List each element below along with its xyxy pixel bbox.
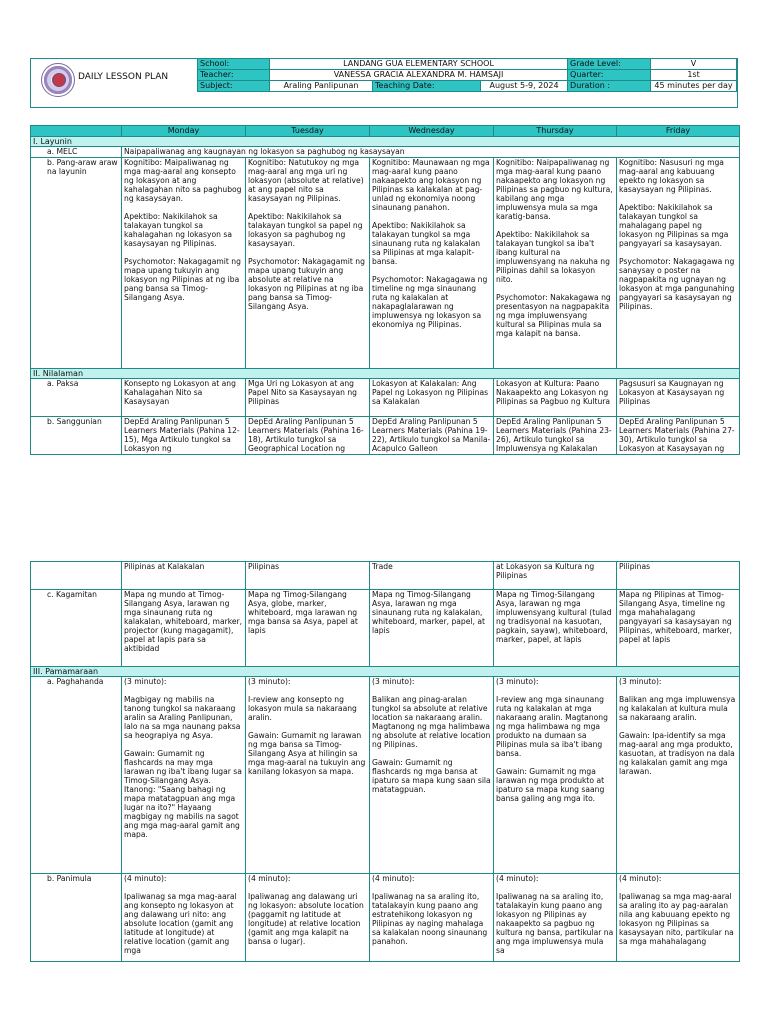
paksa-monday: Konsepto ng Lokasyon at ang Kahalagahan Nito sa Kasaysayan <box>122 379 246 417</box>
quarter-value: 1st <box>651 70 737 81</box>
sanggunian-cont-thursday: at Lokasyon sa Kultura ng Pilipinas <box>494 562 617 590</box>
panimula-tuesday: (4 minuto): Ipaliwanag ang dalawang uri ng lokasyon: absolute location (paggamit ng latitude at longitude) at relative location (gamit ang mga kalapit na bansa o lugar). <box>246 874 370 962</box>
layunin-monday: Kognitibo: Maipaliwanag ng mga mag-aaral ang konsepto ng lokasyon at ang kahalagahan nito sa paghubog ng kasaysayan. Apektibo: Nakikilahok sa talakayan tungkol sa kahalagahan ng lokasyon sa kasaysayan ng Pilipinas. Psychomotor: Nakagagamit ng mapa upang tukuyin ang lokasyon ng Pilipinas at ng iba pang bansa sa Timog-Silangang Asya. <box>122 158 246 369</box>
paghahanda-wednesday: (3 minuto): Balikan ang pinag-aralan tungkol sa absolute at relative location sa nakaraang aralin. Magtanong ng mga halimbawa ng absolute at relative location ng Pilipinas. Gawain: Gumamit ng flashcards ng mga bansa at ipaturo sa mapa kung saan sila matatagpuan. <box>370 677 494 874</box>
paghahanda-label: a. Paghahanda <box>31 677 122 874</box>
paksa-friday: Pagsusuri sa Kaugnayan ng Lokasyon at Kasaysayan ng Pilipinas <box>617 379 740 417</box>
school-value: LANDANG GUA ELEMENTARY SCHOOL <box>270 59 568 70</box>
kagamitan-monday: Mapa ng mundo at Timog-Silangang Asya, larawan ng mga sinaunang ruta ng kalakalan, whiteboard, marker, projector (kung magagamit), papel at lapis para sa aktibidad <box>122 590 246 667</box>
duration-label: Duration : <box>568 81 651 92</box>
kagamitan-label: c. Kagamitan <box>31 590 122 667</box>
school-label: School: <box>198 59 270 70</box>
paksa-tuesday: Mga Uri ng Lokasyon at ang Papel Nito sa Kasaysayan ng Pilipinas <box>246 379 370 417</box>
layunin-label: b. Pang-araw araw na layunin <box>31 158 122 369</box>
lesson-table-page-2 <box>30 561 740 962</box>
sanggunian-cont-tuesday: Pilipinas <box>246 562 370 590</box>
layunin-tuesday: Kognitibo: Natutukoy ng mga mag-aaral ang mga uri ng lokasyon (absolute at relative) at ang papel nito sa kasaysayan ng Pilipinas. Apektibo: Nakikilahok sa talakayan tungkol sa papel ng lokasyon sa paghubog ng kasaysayan. Psychomotor: Nakagagamit ng mapa upang tukuyin ang absolute at relative na lokasyon ng Pilipinas at ng iba pang bansa sa Timog-Silangang Asya. <box>246 158 370 369</box>
panimula-label: b. Panimula <box>31 874 122 962</box>
section-pamamaraan: III. Pamamaraan <box>31 667 740 677</box>
section-layunin: I. Layunin <box>31 137 740 147</box>
teaching-date-label: Teaching Date: <box>373 81 481 92</box>
day-header-tuesday: Tuesday <box>246 126 370 137</box>
day-header-thursday: Thursday <box>494 126 617 137</box>
sanggunian-continued-label <box>31 562 122 590</box>
layunin-friday: Kognitibo: Nasusuri ng mga mag-aaral ang kabuuang epekto ng lokasyon sa kasaysayan ng Pilipinas. Apektibo: Nakikilahok sa talakayan tungkol sa mahalagang papel ng lokasyon ng Pilipinas sa mga pangyayari sa kasaysayan. Psychomotor: Nakagagawa ng sanaysay o poster na nagpapakita ng ugnayan ng lokasyon at mga pangunahing pangyayari sa kasaysayan ng Pilipinas. <box>617 158 740 369</box>
kagamitan-wednesday: Mapa ng Timog-Silangang Asya, larawan ng mga sinaunang ruta ng kalakalan, whiteboard, marker, papel, at lapis <box>370 590 494 667</box>
document-title: DAILY LESSON PLAN <box>78 72 169 82</box>
paghahanda-friday: (3 minuto): Balikan ang mga impluwensya ng kalakalan at kultura mula sa nakaraang aralin. Gawain: Ipa-identify sa mga mag-aaral ang mga produkto, kasuotan, at tradisyon na dala ng kalakalan gamit ang mga larawan. <box>617 677 740 874</box>
sanggunian-wednesday: DepEd Araling Panlipunan 5 Learners Materials (Pahina 19-22), Artikulo tungkol sa Manila-Acapulco Galleon <box>370 417 494 455</box>
teacher-value: VANESSA GRACIA ALEXANDRA M. HAMSAJI <box>270 70 568 81</box>
sanggunian-label: b. Sanggunian <box>31 417 122 455</box>
sanggunian-thursday: DepEd Araling Panlipunan 5 Learners Materials (Pahina 23-26), Artikulo tungkol sa Impluwensya ng Kalakalan <box>494 417 617 455</box>
melc-label: a. MELC <box>31 147 122 158</box>
paghahanda-tuesday: (3 minuto): I-review ang konsepto ng lokasyon mula sa nakaraang aralin. Gawain: Gumamit ng larawan ng mga bansa sa Timog-Silangang Asya at hilingin sa mga mag-aaral na tukuyin ang kanilang lokasyon sa mapa. <box>246 677 370 874</box>
day-header-monday: Monday <box>122 126 246 137</box>
day-header-wednesday: Wednesday <box>370 126 494 137</box>
section-nilalaman: II. Nilalaman <box>31 369 740 379</box>
kagamitan-thursday: Mapa ng Timog-Silangang Asya, larawan ng mga impluwensyang kultural (tulad ng tradisyonal na kasuotan, pagkain, sayaw), whiteboard, marker, papel, at lapis <box>494 590 617 667</box>
paksa-label: a. Paksa <box>31 379 122 417</box>
paksa-thursday: Lokasyon at Kultura: Paano Nakaapekto ang Lokasyon ng Pilipinas sa Pagbuo ng Kultura <box>494 379 617 417</box>
day-header-friday: Friday <box>617 126 740 137</box>
panimula-monday: (4 minuto): Ipaliwanag sa mga mag-aaral ang konsepto ng lokasyon at ang dalawang uri nito: ang absolute location (gamit ang latitude at longitude) at relative location (gamit ang mga <box>122 874 246 962</box>
lesson-table-page-1 <box>30 125 740 455</box>
sanggunian-friday: DepEd Araling Panlipunan 5 Learners Materials (Pahina 27-30), Artikulo tungkol sa Lokasyon at Kasaysayan ng <box>617 417 740 455</box>
grade-value: V <box>651 59 737 70</box>
panimula-wednesday: (4 minuto): Ipaliwanag na sa araling ito, tatalakayin kung paano ang estratehikong lokasyon ng Pilipinas ay naging mahalaga sa kalakalan noong sinaunang panahon. <box>370 874 494 962</box>
sanggunian-cont-wednesday: Trade <box>370 562 494 590</box>
teaching-date-value: August 5-9, 2024 <box>481 81 568 92</box>
teacher-label: Teacher: <box>198 70 270 81</box>
sanggunian-tuesday: DepEd Araling Panlipunan 5 Learners Materials (Pahina 16-18), Artikulo tungkol sa Geographical Location ng <box>246 417 370 455</box>
subject-value: Araling Panlipunan <box>270 81 373 92</box>
paghahanda-monday: (3 minuto): Magbigay ng mabilis na tanong tungkol sa nakaraang aralin sa Araling Panlipunan, lalo na sa mga naunang paksa sa heograpiya ng Asya. Gawain: Gumamit ng flashcards na may mga larawan ng iba't ibang lugar sa Timog-Silangang Asya. Itanong: "Saang bahagi ng mapa matatagpuan ang mga lugar na ito?" Hayaang magbigay ng mabilis na sagot ang mga mag-aaral gamit ang mapa. <box>122 677 246 874</box>
deped-seal-icon <box>41 63 75 97</box>
quarter-label: Quarter: <box>568 70 651 81</box>
layunin-wednesday: Kognitibo: Maunawaan ng mga mag-aaral kung paano nakaapekto ang lokasyon ng Pilipinas sa kalakalan at pag-unlad ng ekonomiya noong sinaunang panahon. Apektibo: Nakikilahok sa talakayan tungkol sa mga sinaunang ruta ng kalakalan sa Pilipinas at mga kalapit-bansa. Psychomotor: Nakagagawa ng timeline ng mga sinaunang ruta ng kalakalan at nakapaglalarawan ng impluwensya ng lokasyon sa ekonomiya ng Pilipinas. <box>370 158 494 369</box>
duration-value: 45 minutes per day <box>651 81 737 92</box>
subject-label: Subject: <box>198 81 270 92</box>
layunin-thursday: Kognitibo: Naipapaliwanag ng mga mag-aaral kung paano nakaapekto ang lokasyon ng Pilipinas sa pagbuo ng kultura, kabilang ang mga impluwensya mula sa mga karatig-bansa. Apektibo: Nakikilahok sa talakayan tungkol sa iba't ibang kultural na impluwensyang na nakuha ng Pilipinas dahil sa lokasyon nito. Psychomotor: Nakakagawa ng presentasyon na nagpapakita ng mga impluwensyang kultural sa Pilipinas mula sa mga kalapit na bansa. <box>494 158 617 369</box>
paghahanda-thursday: (3 minuto): I-review ang mga sinaunang ruta ng kalakalan at mga nakaraang aralin. Magtanong ng mga halimbawa ng mga produkto na dumaan sa Pilipinas mula sa iba't ibang bansa. Gawain: Gumamit ng mga larawan ng mga produkto at ipaturo sa mapa kung saang bansa galing ang mga ito. <box>494 677 617 874</box>
grade-label: Grade Level: <box>568 59 651 70</box>
panimula-friday: (4 minuto): Ipaliwanag sa mga mag-aaral sa araling ito ay pag-aaralan nila ang kabuuang epekto ng lokasyon ng Pilipinas sa kasaysayan nito, partikular na sa mga mahahalagang <box>617 874 740 962</box>
header-info-table <box>197 58 737 92</box>
kagamitan-tuesday: Mapa ng Timog-Silangang Asya, globe, marker, whiteboard, mga larawan ng mga bansa sa Asya, papel at lapis <box>246 590 370 667</box>
corner-cell <box>31 126 122 137</box>
paksa-wednesday: Lokasyon at Kalakalan: Ang Papel ng Lokasyon ng Pilipinas sa Kalakalan <box>370 379 494 417</box>
sanggunian-monday: DepEd Araling Panlipunan 5 Learners Materials (Pahina 12-15), Mga Artikulo tungkol sa Lokasyon ng <box>122 417 246 455</box>
sanggunian-cont-friday: Pilipinas <box>617 562 740 590</box>
melc-text: Naipapaliwanag ang kaugnayan ng lokasyon sa paghubog ng kasaysayan <box>122 147 740 158</box>
kagamitan-friday: Mapa ng Pilipinas at Timog-Silangang Asya, timeline ng mga mahahalagang pangyayari sa kasaysayan ng Pilipinas, whiteboard, marker, papel at lapis <box>617 590 740 667</box>
sanggunian-cont-monday: Pilipinas at Kalakalan <box>122 562 246 590</box>
panimula-thursday: (4 minuto): Ipaliwanag na sa araling ito, tatalakayin kung paano ang lokasyon ng Pilipinas ay nakaapekto sa pagbuo ng kultura ng bansa, partikular na ang mga impluwensya mula sa <box>494 874 617 962</box>
